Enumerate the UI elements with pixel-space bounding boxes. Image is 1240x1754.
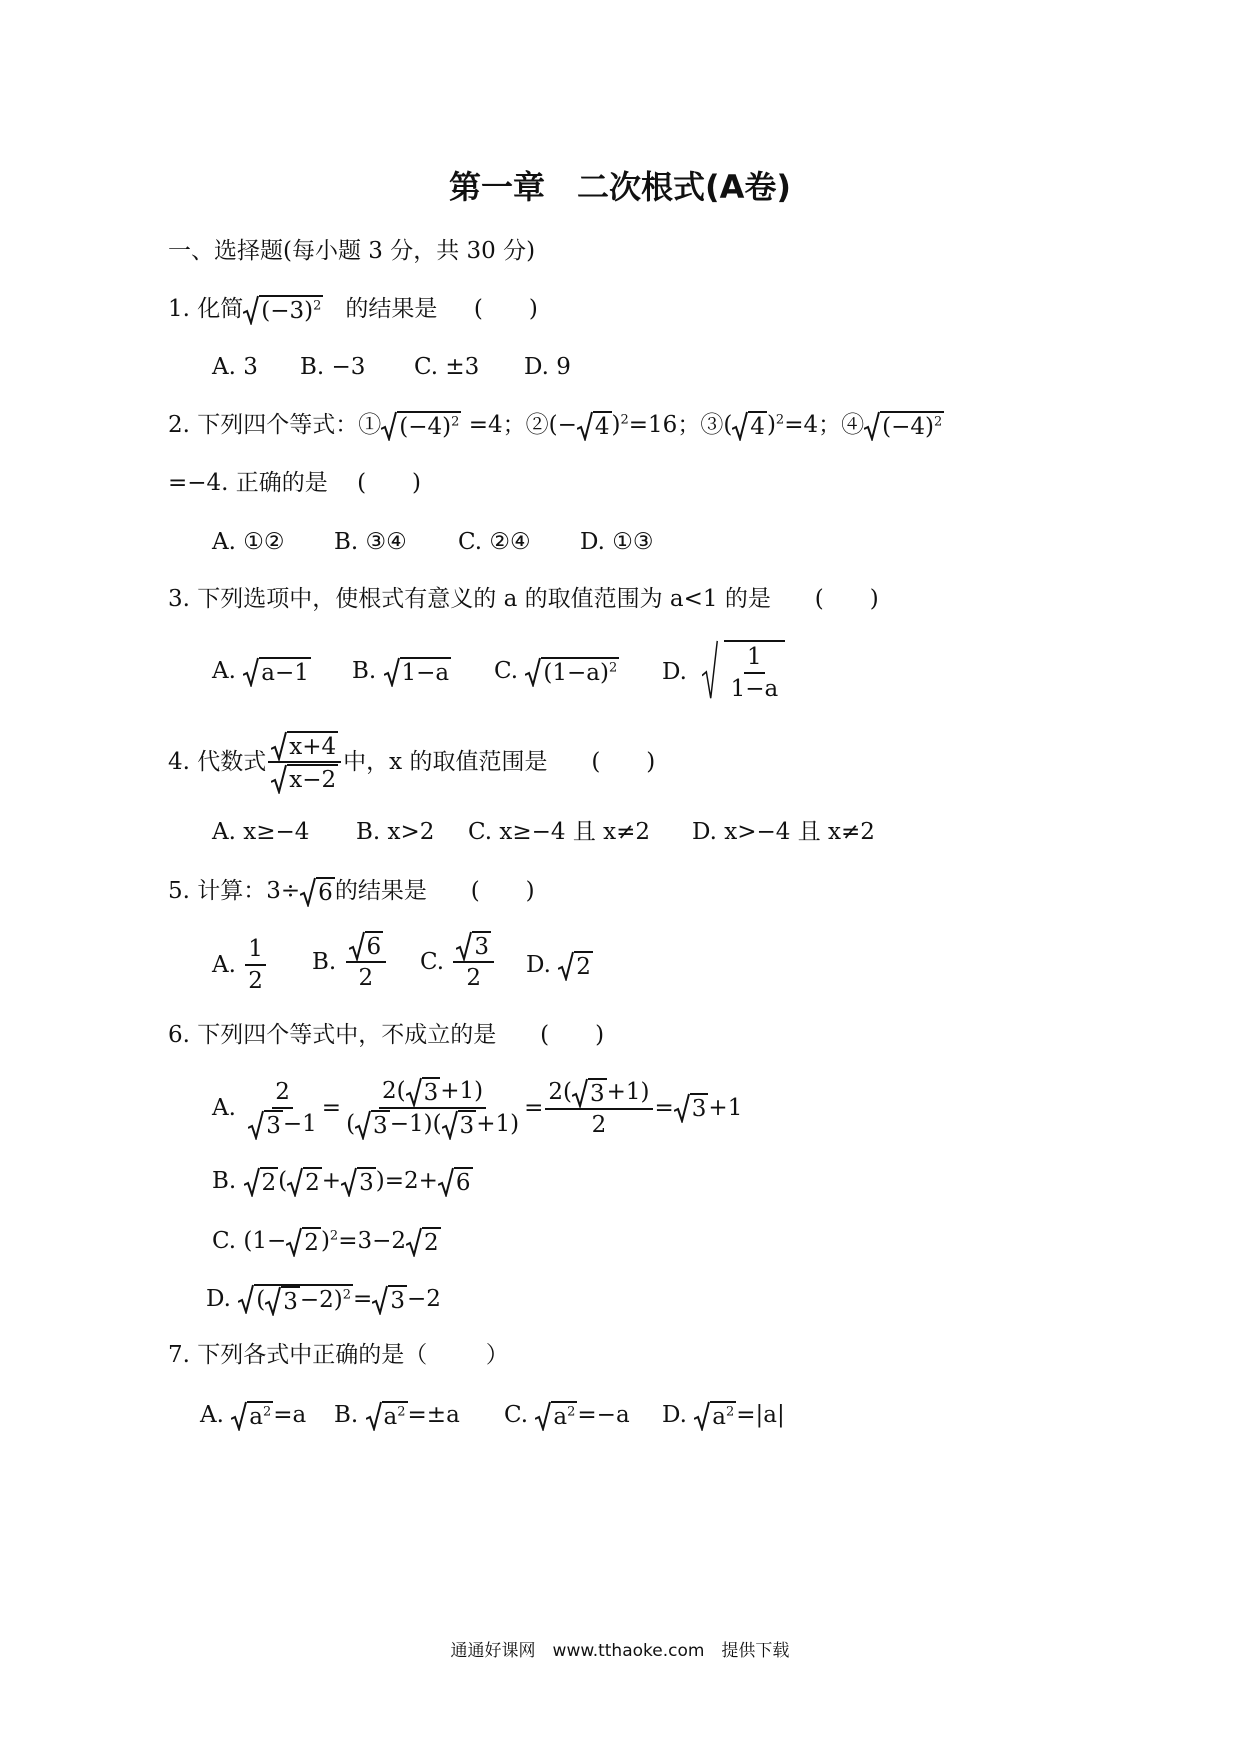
q2-option-c: C. ②④: [458, 529, 531, 555]
radical-sign: $(-3)^2$: [243, 295, 323, 325]
q1-option-c: C. ±3: [414, 354, 480, 380]
q7-option-d: D. $a^2$ =|a|: [662, 1402, 785, 1430]
question-2-line2: =−4. 正确的是 ( ): [168, 470, 422, 496]
question-1: 1. 化简 $(-3)^2$ 的结果是 ( ): [168, 296, 538, 324]
q1-option-a: A. 3: [212, 354, 258, 380]
q2-option-b: B. ③④: [334, 529, 407, 555]
question-7: 7. 下列各式中正确的是（ ）: [168, 1342, 509, 1368]
question-3: 3. 下列选项中，使根式有意义的 a 的取值范围为 a<1 的是 ( ): [168, 586, 879, 612]
q4-option-b: B. x>2: [356, 819, 435, 845]
q7-option-a: A. $a^2$ =a: [200, 1402, 307, 1430]
page-footer: 通通好课网 www.tthaoke.com 提供下载: [450, 1641, 790, 1661]
q7-option-b: B. $a^2$ =±a: [334, 1402, 460, 1430]
q6-option-d: D. ( 3 −2)$^2$ = 3 −2: [206, 1286, 441, 1315]
q5-option-a: A. $\frac{1}{2}$: [212, 934, 268, 996]
q2-option-a: A. ①②: [212, 529, 285, 555]
question-2: 2. 下列四个等式：① $(-4)^2$ =4；②(− 4 )$^2$=16；③( 4 )$^2$=4；④ $(-4)^2$: [168, 412, 943, 440]
question-4: 4. 代数式 $\frac{x+4}{x-2}$ 中，x 的取值范围是 ( ): [168, 730, 655, 794]
q3-option-b: B. 1−a: [352, 658, 450, 686]
q6-option-c: C. (1− 2 )$^2$=3−2 2: [212, 1228, 439, 1256]
q4-option-a: A. x≥−4: [212, 819, 310, 845]
q3-option-c: C. $(1-a)^2$: [494, 658, 618, 686]
q5-option-c: C. $\frac{3}{2}$: [420, 930, 496, 993]
q5-option-b: B. $\frac{6}{2}$: [312, 930, 388, 993]
q1-option-b: B. −3: [300, 354, 366, 380]
question-6: 6. 下列四个等式中，不成立的是 ( ): [168, 1022, 605, 1048]
q3-option-a: A. a−1: [212, 658, 309, 686]
page-title: 第一章 二次根式(A卷): [448, 168, 792, 206]
q5-option-d: D. 2: [526, 952, 591, 980]
q2-option-d: D. ①③: [580, 529, 654, 555]
q6-option-b: B. 2 ( 2 + 3 )=2+ 6: [212, 1168, 471, 1196]
q7-option-c: C. $a^2$ =−a: [504, 1402, 630, 1430]
q4-option-d: D. x>−4 且 x≠2: [692, 819, 875, 845]
q6-option-a: A. 2 3 −1 = 2( 3 +1) ( 3 −1)( 3 +1) = 2( 3 +1) 2 = 3 +1: [212, 1078, 743, 1139]
q4-option-c: C. x≥−4 且 x≠2: [468, 819, 651, 845]
section-heading: 一、选择题(每小题 3 分，共 30 分): [168, 238, 536, 264]
q1-option-d: D. 9: [524, 354, 571, 380]
question-5: 5. 计算：3÷ 6 的结果是 ( ): [168, 878, 535, 906]
q3-option-d: D. $\frac{1}{1-a}$: [662, 640, 785, 704]
